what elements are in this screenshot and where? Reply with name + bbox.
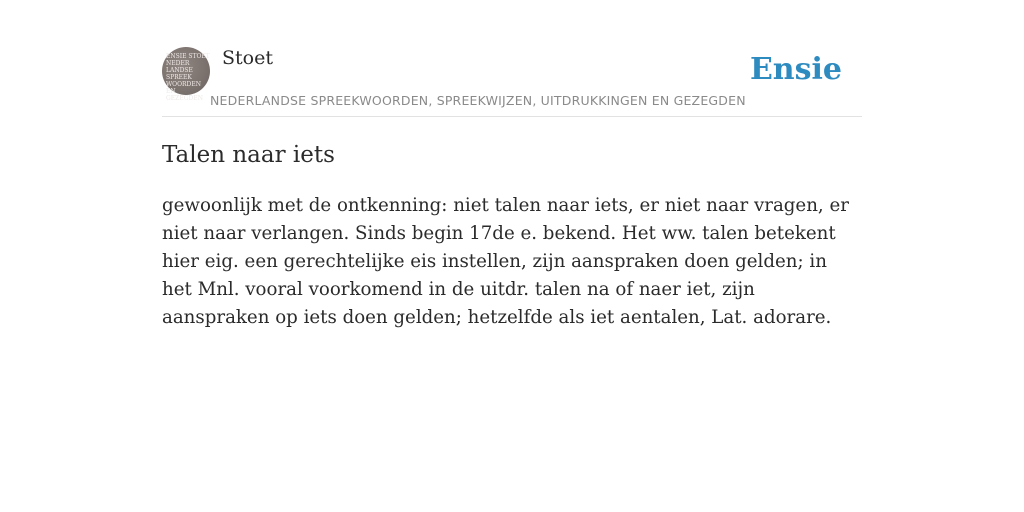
avatar-cover-text: ENSIE STOET NEDER LANDSE SPREEK WOORDEN EN GEZEGDEN bbox=[166, 53, 210, 102]
page-title: Talen naar iets bbox=[162, 142, 335, 168]
header bbox=[162, 46, 862, 117]
avatar[interactable] bbox=[162, 47, 210, 102]
brand-logo[interactable]: Ensie bbox=[749, 52, 842, 87]
author-name[interactable]: Stoet bbox=[222, 47, 273, 69]
definition-text: gewoonlijk met de ontkenning: niet talen naar iets, er niet naar vragen, er niet naar verlangen. Sinds begin 17de e. bekend. Het ww. talen betekent hier eig. een gerechtelijke eis instellen, zijn aanspraken doen gelden; in het Mnl. vooral voorkomend in de uitdr. talen na of naer iet, zijn aanspraken op iets doen gelden; hetzelfde als iet aentalen, Lat. adorare. bbox=[162, 195, 849, 328]
source-subtitle[interactable]: NEDERLANDSE SPREEKWOORDEN, SPREEKWIJZEN, UITDRUKKINGEN EN GEZEGDEN bbox=[210, 93, 746, 108]
